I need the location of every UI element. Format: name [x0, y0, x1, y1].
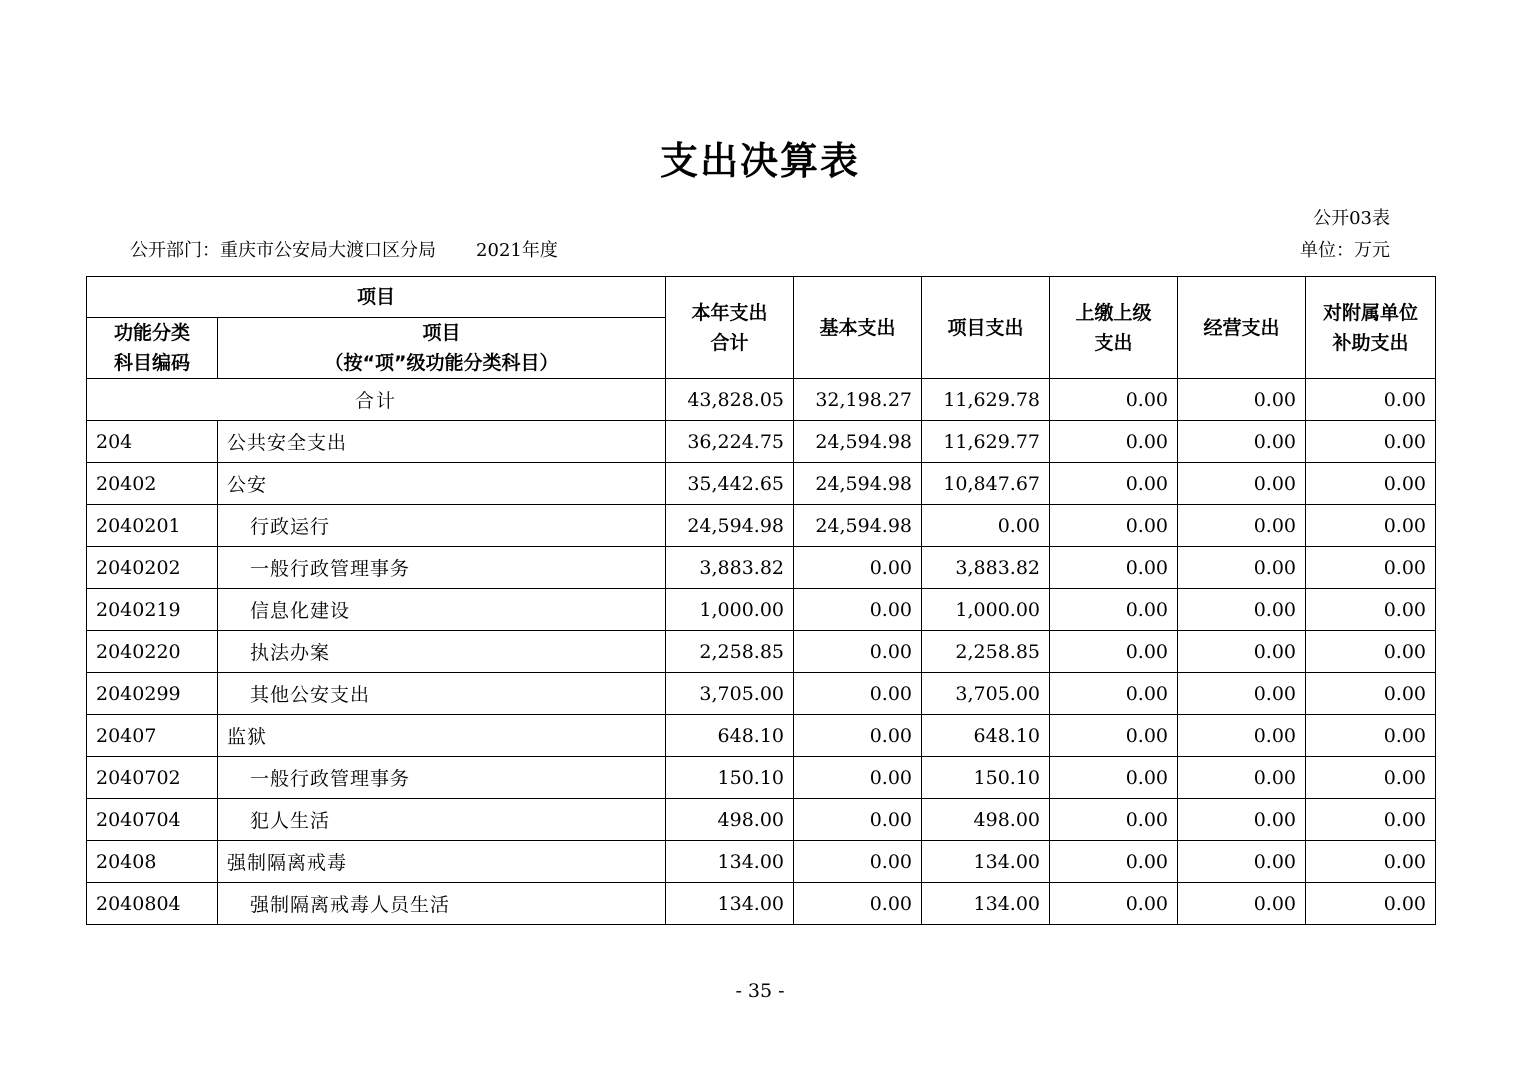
row-value: 150.10 [666, 757, 794, 799]
row-name: 公共安全支出 [218, 421, 666, 463]
row-value: 0.00 [1178, 715, 1306, 757]
header-project-group: 项目 [87, 277, 666, 318]
total-value: 0.00 [1306, 379, 1436, 421]
row-value: 0.00 [1306, 547, 1436, 589]
row-value: 0.00 [1178, 589, 1306, 631]
row-value: 0.00 [794, 631, 922, 673]
department-line: 公开部门：重庆市公安局大渡口区分局 2021年度 [130, 240, 558, 261]
table-row [87, 841, 1436, 883]
row-value: 0.00 [1050, 547, 1178, 589]
row-value: 0.00 [794, 547, 922, 589]
header-code: 功能分类 科目编码 [87, 318, 218, 379]
header-total: 本年支出 合计 [666, 277, 794, 379]
row-value: 0.00 [1050, 883, 1178, 925]
row-value: 2,258.85 [922, 631, 1050, 673]
table-row [87, 715, 1436, 757]
table-row [87, 673, 1436, 715]
row-value: 2,258.85 [666, 631, 794, 673]
row-code: 2040702 [87, 757, 218, 799]
row-value: 0.00 [1050, 757, 1178, 799]
row-value: 0.00 [1050, 799, 1178, 841]
row-code: 2040201 [87, 505, 218, 547]
page-number: - 35 - [735, 980, 785, 1002]
row-value: 11,629.77 [922, 421, 1050, 463]
row-value: 0.00 [1178, 883, 1306, 925]
row-value: 0.00 [794, 757, 922, 799]
row-code: 2040220 [87, 631, 218, 673]
row-name: 其他公安支出 [218, 673, 666, 715]
table-row [87, 757, 1436, 799]
table-row [87, 463, 1436, 505]
table-row [87, 505, 1436, 547]
row-code: 204 [87, 421, 218, 463]
row-code: 20408 [87, 841, 218, 883]
row-value: 0.00 [1306, 421, 1436, 463]
row-value: 0.00 [1178, 547, 1306, 589]
row-value: 3,705.00 [666, 673, 794, 715]
row-value: 0.00 [1178, 757, 1306, 799]
table-row [87, 589, 1436, 631]
row-value: 0.00 [1178, 463, 1306, 505]
row-value: 0.00 [1050, 463, 1178, 505]
row-value: 0.00 [1050, 715, 1178, 757]
total-value: 0.00 [1178, 379, 1306, 421]
row-value: 24,594.98 [794, 463, 922, 505]
header-subsidy: 对附属单位 补助支出 [1306, 277, 1436, 379]
row-value: 0.00 [1306, 841, 1436, 883]
row-value: 0.00 [1306, 715, 1436, 757]
row-name: 犯人生活 [218, 799, 666, 841]
header-business: 经营支出 [1178, 277, 1306, 379]
row-value: 0.00 [794, 883, 922, 925]
header-name: 项目 （按“项”级功能分类科目） [218, 318, 666, 379]
row-value: 0.00 [794, 799, 922, 841]
row-value: 0.00 [1306, 505, 1436, 547]
row-value: 0.00 [1306, 883, 1436, 925]
table-row [87, 799, 1436, 841]
row-name: 强制隔离戒毒人员生活 [218, 883, 666, 925]
row-value: 0.00 [1306, 757, 1436, 799]
table-number: 公开03表 [1313, 208, 1390, 229]
row-value: 134.00 [922, 841, 1050, 883]
row-value: 3,883.82 [666, 547, 794, 589]
expenditure-table [86, 276, 1436, 925]
page-title: 支出决算表 [659, 139, 860, 183]
row-value: 0.00 [1306, 631, 1436, 673]
row-name: 监狱 [218, 715, 666, 757]
row-code: 20402 [87, 463, 218, 505]
row-value: 0.00 [1306, 799, 1436, 841]
total-value: 11,629.78 [922, 379, 1050, 421]
row-name: 公安 [218, 463, 666, 505]
row-value: 24,594.98 [666, 505, 794, 547]
row-code: 2040202 [87, 547, 218, 589]
row-value: 134.00 [666, 841, 794, 883]
row-value: 0.00 [1178, 421, 1306, 463]
row-value: 0.00 [1050, 505, 1178, 547]
row-value: 0.00 [1050, 841, 1178, 883]
row-code: 20407 [87, 715, 218, 757]
header-project: 项目支出 [922, 277, 1050, 379]
row-name: 信息化建设 [218, 589, 666, 631]
row-name: 执法办案 [218, 631, 666, 673]
row-value: 134.00 [666, 883, 794, 925]
total-value: 32,198.27 [794, 379, 922, 421]
row-value: 150.10 [922, 757, 1050, 799]
row-value: 0.00 [1306, 463, 1436, 505]
row-value: 10,847.67 [922, 463, 1050, 505]
row-value: 3,883.82 [922, 547, 1050, 589]
row-value: 24,594.98 [794, 505, 922, 547]
row-name: 强制隔离戒毒 [218, 841, 666, 883]
row-value: 0.00 [922, 505, 1050, 547]
row-value: 0.00 [1306, 673, 1436, 715]
row-value: 24,594.98 [794, 421, 922, 463]
row-code: 2040219 [87, 589, 218, 631]
row-value: 0.00 [794, 673, 922, 715]
header-basic: 基本支出 [794, 277, 922, 379]
row-value: 0.00 [1178, 799, 1306, 841]
row-value: 0.00 [1050, 421, 1178, 463]
row-value: 36,224.75 [666, 421, 794, 463]
row-value: 0.00 [1178, 841, 1306, 883]
row-value: 0.00 [1050, 589, 1178, 631]
row-value: 1,000.00 [666, 589, 794, 631]
row-value: 498.00 [666, 799, 794, 841]
row-name: 行政运行 [218, 505, 666, 547]
row-value: 0.00 [794, 715, 922, 757]
row-value: 0.00 [794, 841, 922, 883]
row-code: 2040804 [87, 883, 218, 925]
row-value: 134.00 [922, 883, 1050, 925]
row-value: 648.10 [666, 715, 794, 757]
total-value: 43,828.05 [666, 379, 794, 421]
table-row [87, 421, 1436, 463]
row-value: 0.00 [794, 589, 922, 631]
unit-label: 单位：万元 [1300, 240, 1390, 261]
row-value: 0.00 [1178, 505, 1306, 547]
table-row [87, 547, 1436, 589]
row-value: 0.00 [1050, 631, 1178, 673]
row-value: 648.10 [922, 715, 1050, 757]
row-value: 0.00 [1050, 673, 1178, 715]
row-name: 一般行政管理事务 [218, 757, 666, 799]
table-row [87, 883, 1436, 925]
row-value: 0.00 [1306, 589, 1436, 631]
row-value: 0.00 [1178, 673, 1306, 715]
row-value: 3,705.00 [922, 673, 1050, 715]
row-value: 0.00 [1178, 631, 1306, 673]
table-row [87, 631, 1436, 673]
total-row [87, 379, 1436, 421]
row-code: 2040299 [87, 673, 218, 715]
row-value: 1,000.00 [922, 589, 1050, 631]
row-code: 2040704 [87, 799, 218, 841]
row-value: 498.00 [922, 799, 1050, 841]
row-name: 一般行政管理事务 [218, 547, 666, 589]
row-value: 35,442.65 [666, 463, 794, 505]
total-label: 合计 [87, 379, 666, 421]
header-upper: 上缴上级 支出 [1050, 277, 1178, 379]
total-value: 0.00 [1050, 379, 1178, 421]
